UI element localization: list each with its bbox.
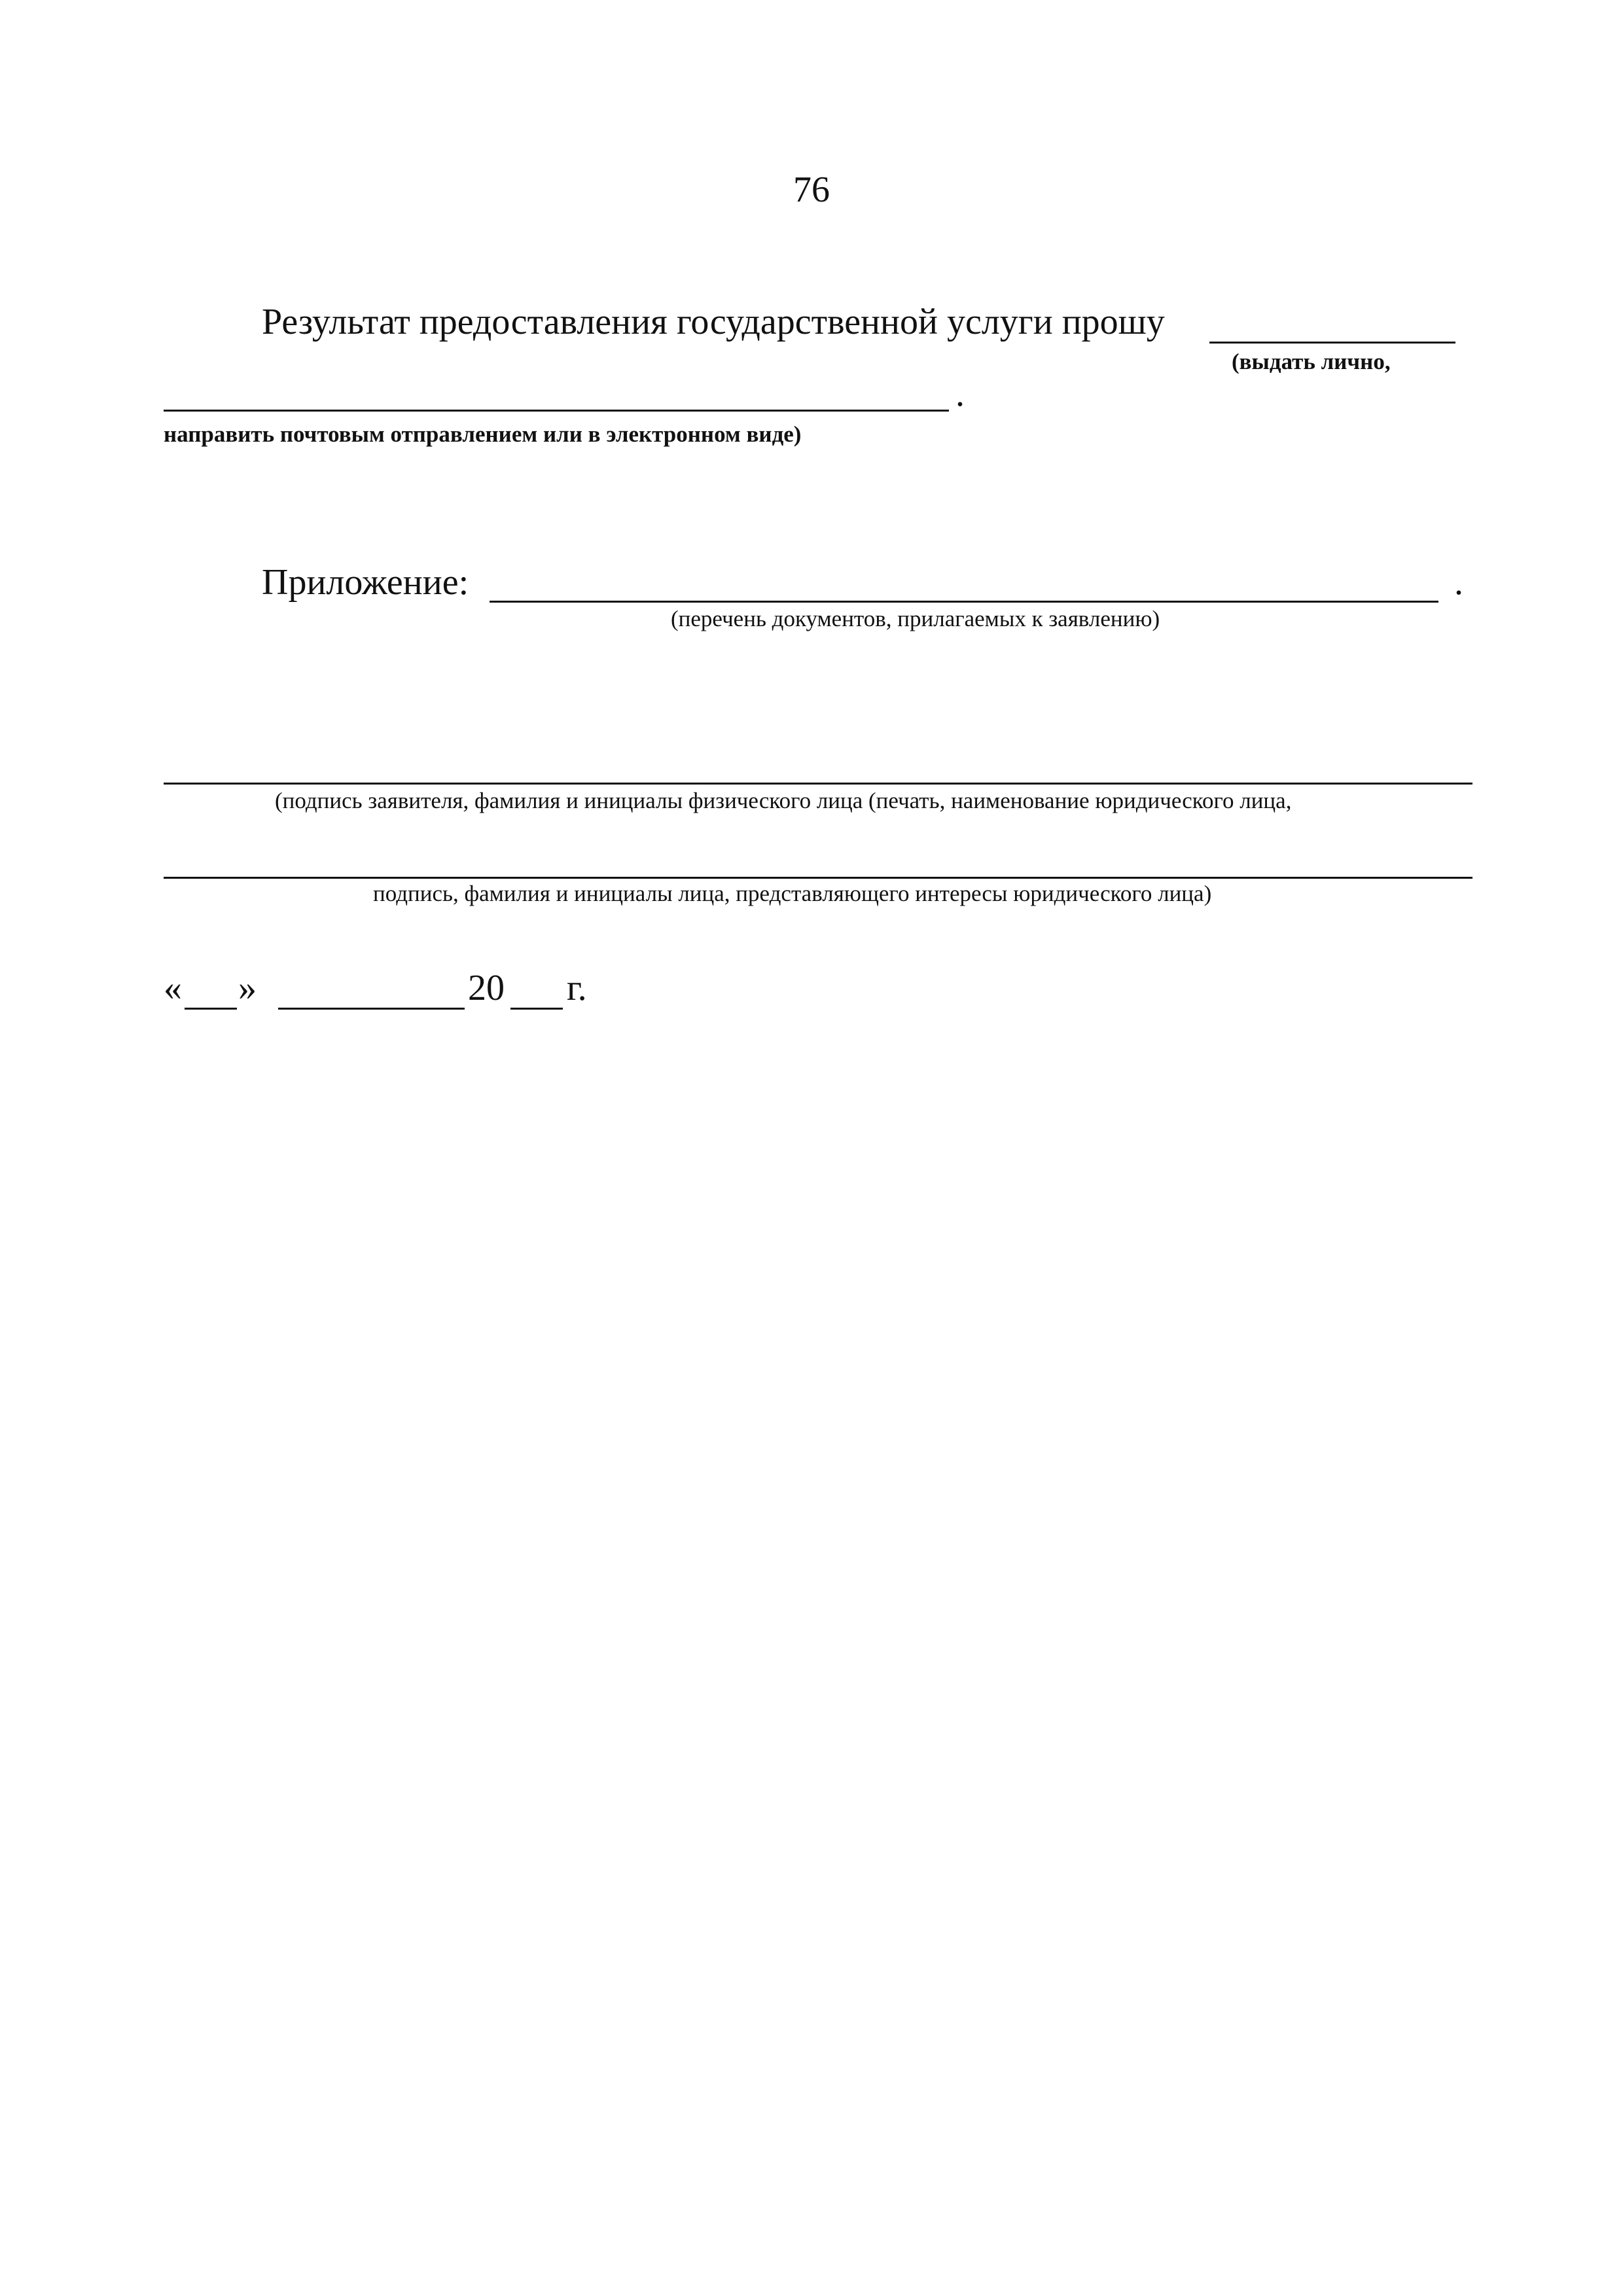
- date-month-field[interactable]: [278, 1008, 465, 1010]
- signature-caption-1: (подпись заявителя, фамилия и инициалы физического лица (печать, наименование юридического лица,: [275, 788, 1292, 813]
- result-method-hint-1: (выдать лично,: [1232, 349, 1391, 374]
- attachment-end-mark: .: [1454, 562, 1463, 603]
- signature-field-1[interactable]: [164, 783, 1472, 785]
- result-method-field-continued[interactable]: [164, 410, 949, 412]
- signature-caption-2: подпись, фамилия и инициалы лица, представляющего интересы юридического лица): [373, 881, 1212, 906]
- date-year-field[interactable]: [510, 1008, 563, 1010]
- attachment-label: Приложение:: [262, 562, 469, 603]
- date-open-quote: «: [164, 968, 182, 1008]
- date-day-field[interactable]: [185, 1008, 237, 1010]
- signature-field-2[interactable]: [164, 877, 1472, 879]
- result-method-hint-2: направить почтовым отправлением или в электронном виде): [164, 421, 802, 447]
- date-year-prefix: 20: [468, 968, 505, 1008]
- date-close-quote: »: [238, 968, 257, 1008]
- result-end-mark: .: [955, 374, 965, 414]
- attachment-list-field[interactable]: [490, 601, 1438, 603]
- attachment-hint: (перечень документов, прилагаемых к заявлению): [671, 606, 1160, 631]
- result-label: Результат предоставления государственной услуги прошу: [262, 302, 1165, 342]
- date-year-suffix: г.: [567, 968, 587, 1008]
- page-number: 76: [793, 169, 830, 210]
- result-method-field[interactable]: [1209, 342, 1455, 344]
